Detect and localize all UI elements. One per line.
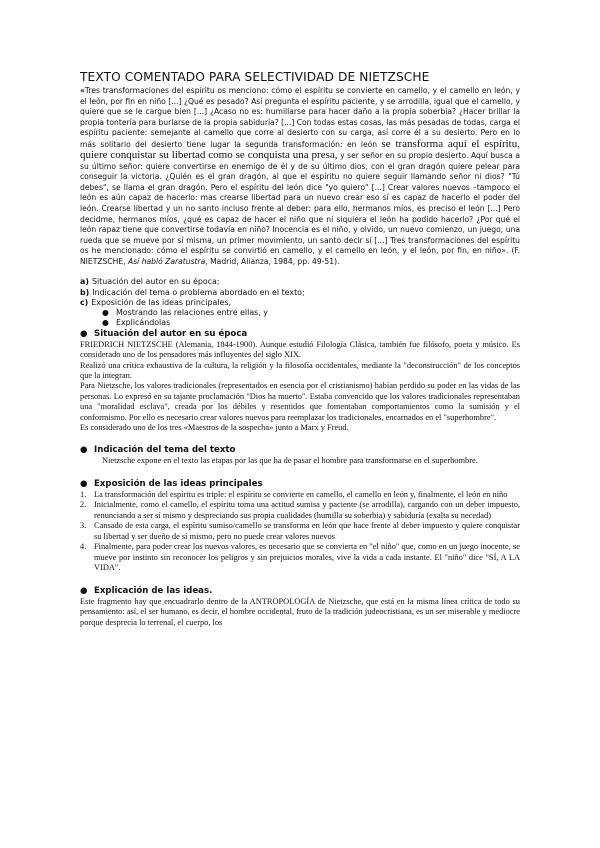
explicacion-text: Este fragmento hay que encuadrarlo dentro de la ANTROPOLOGÍA de Nietzsche, que está en la misma línea crítica de todo su pensamiento: así, el ser humano, es decir, el hombre occidental, fruto de la tradición judeocristiana, es un ser miserable y mediocre porque desprecia lo terrenal, el cuerpo, los xyxy=(80,596,520,627)
quote-citation-tail: , Madrid, Alianza, 1984, pp. 49-51). xyxy=(205,256,340,266)
ideas-list xyxy=(80,490,520,574)
task-item xyxy=(80,288,520,298)
idea-text: Finalmente, para poder crear los nuevos valores, es necesario que se convierta en "el niño" que, como en un juego inocente, se mueve por instinto sin reconocer los peligros y sin prejuicios morales, vive la vida a cada instante. El "niño" dice "SÍ, A LA VIDA". xyxy=(94,542,520,573)
quote-open-mark: « xyxy=(80,86,85,95)
idea-number: 2. xyxy=(80,500,87,510)
spacer xyxy=(80,467,520,479)
author-values: Para Nietzsche, los valores tradicionales (representados en esencia por el cristianismo) habían perdido su poder en las vidas de las personas. Lo expresó en su tajante proclamación "Dios ha muerto". Estaba convencido que los valores tradicionales representaban una "moralidad esclava", creada por los débiles y resentidos que fomentaban comportamientos como la sumisión y el conformismo. Por ello es necesario crear valores nuevos para reemplazar los tradicionales, encarnados en el "superhombre". xyxy=(80,381,520,422)
author-bio: FRIEDRICH NIETZSCHE (Alemania, 1844-1900). Aunque estudió Filología Clásica, también fue filósofo, poeta y músico. Es considerado uno de los pensadores más influyentes del siglo XIX. xyxy=(80,339,520,360)
bullet-icon: ● xyxy=(80,445,88,456)
bullet-icon: ● xyxy=(80,328,88,339)
author-masters: Es considerado uno de los tres «Maestros de la sospecha» junto a Marx y Freud. xyxy=(80,423,349,433)
spacer xyxy=(80,433,520,445)
task-letter: c) xyxy=(80,297,89,307)
idea-text: Inicialmente, como el camello, el espíritu toma una actitud sumisa y paciente (se arrodilla), cargando con un deber impuesto, renunciando a ser sí mismo y despreciando sus propia cualidades (humilla su soberbia) y sabiduría (exalta su necedad) xyxy=(94,500,520,520)
section-heading-tema xyxy=(80,445,520,456)
bullet-icon: ● xyxy=(102,308,109,318)
idea-number: 3. xyxy=(80,521,87,531)
idea-text: La transformación del espíritu es triple: el espíritu se convierte en camello, el camello en león y, finalmente, el león en niño xyxy=(94,489,508,499)
task-text: Exposición de las ideas principales, xyxy=(91,297,231,307)
idea-item xyxy=(80,500,520,521)
section-heading-text: Exposición de las ideas principales xyxy=(94,478,263,489)
section-heading-text: Explicación de las ideas. xyxy=(94,585,213,596)
task-item xyxy=(80,277,520,287)
quote-part-3: y ser señor en su propio desierto. Aquí busca a su último señor: quiere convertirse en enemigo de él y de su último dios, con el gran dragón quiere pelear para conseguir la victoria. ¿Quién es el gran dragón, al que el espíritu no quiere seguir llamando señor ni dios? "Tú debes", se llama el gran dragón. Pero el espíritu del león dice "yo quiero" [...] Crear valores nuevos –tampoco el león es aún capaz de hacerlo: mas crearse libertad para un nuevo crear eso sí es capaz de hacerlo el poder del león. Crearse libertad y un no santo incluso frente al deber: para ello, hermanos míos, es preciso el león [...] Pero decidme, hermanos míos, ¿qué es capaz de hacer el niño que ni siquiera el león ha podido hacerlo? ¿Por qué el león rapaz tiene que convertirse todavía en niño? Inocencia es el niño, y olvido, un nuevo comienzo, un juego, una rueda que se mueve por sí misma, un primer movimiento, un santo decir sí [...] Tres transformaciones del espíritu os he mencionado: cómo el espíritu se convirtió en camello, y el camello en león, y el león, por fin, en niño». (F. NIETZSCHE, xyxy=(80,151,520,266)
section-heading-text: Indicación del tema del texto xyxy=(94,445,236,456)
task-item xyxy=(80,298,520,308)
idea-number: 1. xyxy=(80,489,87,499)
quote-book-title: Así habló Zaratustra xyxy=(128,256,206,266)
task-text: Indicación del tema o problema abordado en el texto; xyxy=(92,287,305,297)
task-list xyxy=(80,277,520,328)
task-letter: b) xyxy=(80,287,90,297)
document-page xyxy=(80,70,520,628)
subtask-item xyxy=(80,318,520,328)
spacer xyxy=(80,574,520,586)
idea-text: Cansado de esta carga, el espíritu sumiso/camello se transforma en león que hace frente al deber impuesto y quiere conquistar su libertad y ser dueño de sí mismo, pero no puede crear valores nuevos xyxy=(94,521,520,541)
document-title: TEXTO COMENTADO PARA SELECTIVIDAD DE NIETZSCHE xyxy=(80,70,430,84)
bullet-icon: ● xyxy=(102,318,109,328)
subtask-text: Explicándolas xyxy=(116,318,171,328)
bullet-icon: ● xyxy=(80,585,88,596)
section-heading-text: Situación del autor en su época xyxy=(94,328,248,339)
section-heading-situacion xyxy=(80,329,520,340)
quote-part-2: se transforma aquí el espíritu, quiere conquistar su libertad como se conquista una presa, xyxy=(80,137,520,162)
nietzsche-quote xyxy=(80,86,520,267)
idea-item xyxy=(80,490,520,501)
idea-item xyxy=(80,521,520,542)
author-critique: Realizó una crítica exhaustiva de la cultura, la religión y la filosofía occidentales, mediante la "deconstrucción" de los conceptos que la integran. xyxy=(80,360,520,380)
section-heading-explicacion xyxy=(80,586,520,597)
idea-item xyxy=(80,542,520,574)
subtask-item xyxy=(80,308,520,318)
quote-part-1: Tres transformaciones del espíritu os menciono: cómo el espíritu se convierte en camello, y el camello en león, y el león, por fin en niño [...] ¿Qué es pesado? Así pregunta el espíritu paciente, y se arrodilla, igual que el camello, y quiere que se le cargue bien [...] ¿Acaso no es: humillarse para hacer daño a la propia soberbia? ¿Hacer brillar la propia tontería para burlarse de la propia sabiduría? [...] Con todas estas cosas, las más pesadas de todas, carga el espíritu paciente: semejante al camello que corre al desierto con su carga, así corre él a su desierto. Pero en lo más solitario del desierto tiene lugar la segunda transformación: en león xyxy=(80,86,520,149)
section-heading-ideas xyxy=(80,479,520,490)
task-letter: a) xyxy=(80,277,89,287)
tema-text: Nietzsche expone en el texto las etapas por las que ha de pasar el hombre para transformarse en el superhombre. xyxy=(102,456,478,466)
task-text: Situación del autor en su época; xyxy=(91,277,220,287)
bullet-icon: ● xyxy=(80,478,88,489)
subtask-text: Mostrando las relaciones entre ellas, y xyxy=(116,308,268,318)
idea-number: 4. xyxy=(80,542,87,552)
